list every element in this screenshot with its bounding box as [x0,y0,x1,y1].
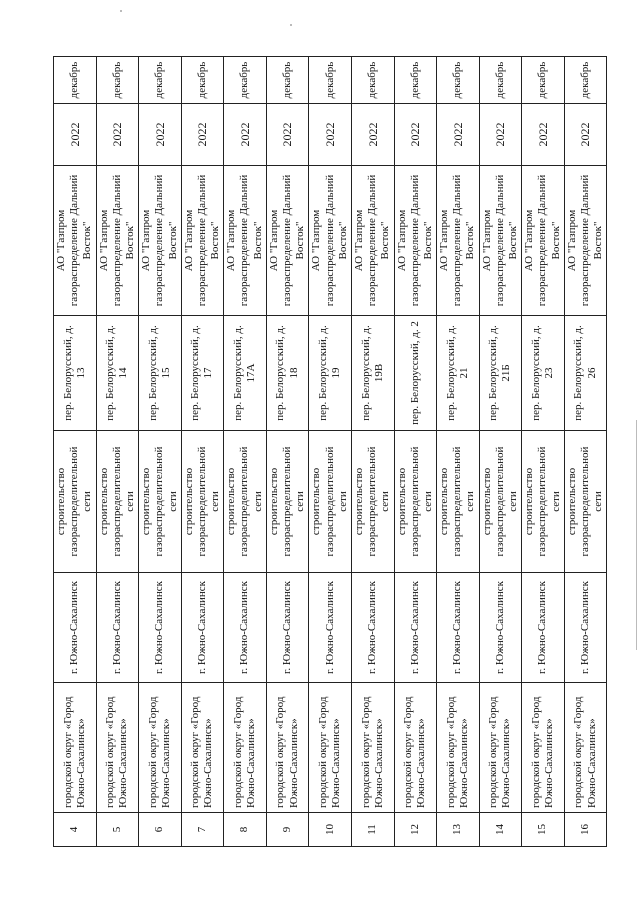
table-row [522,57,565,847]
month-cell: декабрь [564,57,607,104]
address-cell: пер. Белорусский, д. 15 [139,316,182,431]
row-number: 15 [522,813,565,847]
city-cell: г. Южно-Сахалинск [54,573,97,683]
table-row [266,57,309,847]
work-type-cell: строительство газораспределительной сети [224,431,267,573]
municipality-cell: городской округ «Город Южно-Сахалинск» [139,683,182,813]
row-number: 11 [351,813,394,847]
year-cell: 2022 [309,104,352,166]
city-cell: г. Южно-Сахалинск [139,573,182,683]
year-cell: 2022 [224,104,267,166]
city-cell: г. Южно-Сахалинск [309,573,352,683]
organization-cell: АО "Газпром газораспределение Дальний Восток" [564,166,607,316]
municipality-cell: городской округ «Город Южно-Сахалинск» [224,683,267,813]
month-cell: декабрь [479,57,522,104]
table-row [224,57,267,847]
organization-cell: АО "Газпром газораспределение Дальний Восток" [351,166,394,316]
address-cell: пер. Белорусский, д. 23 [522,316,565,431]
table-row [139,57,182,847]
year-cell: 2022 [266,104,309,166]
month-cell: декабрь [266,57,309,104]
row-number: 4 [54,813,97,847]
municipality-cell: городской округ «Город Южно-Сахалинск» [351,683,394,813]
work-type-cell: строительство газораспределительной сети [309,431,352,573]
table-row [309,57,352,847]
row-number: 7 [181,813,224,847]
year-cell: 2022 [54,104,97,166]
municipality-cell: городской округ «Город Южно-Сахалинск» [309,683,352,813]
work-type-cell: строительство газораспределительной сети [351,431,394,573]
work-type-cell: строительство газораспределительной сети [54,431,97,573]
address-cell: пер. Белорусский, д. 21Б [479,316,522,431]
organization-cell: АО "Газпром газораспределение Дальний Восток" [266,166,309,316]
table-body [54,57,607,847]
table-row [394,57,437,847]
organization-cell: АО "Газпром газораспределение Дальний Восток" [224,166,267,316]
row-number: 9 [266,813,309,847]
row-number: 8 [224,813,267,847]
municipality-cell: городской округ «Город Южно-Сахалинск» [181,683,224,813]
organization-cell: АО "Газпром газораспределение Дальний Восток" [54,166,97,316]
city-cell: г. Южно-Сахалинск [181,573,224,683]
address-cell: пер. Белорусский, д. 13 [54,316,97,431]
row-number: 6 [139,813,182,847]
month-cell: декабрь [96,57,139,104]
year-cell: 2022 [181,104,224,166]
month-cell: декабрь [522,57,565,104]
address-cell: пер. Белорусский, д. 26 [564,316,607,431]
address-cell: пер. Белорусский, д. 14 [96,316,139,431]
table-row [96,57,139,847]
rotated-page [53,57,605,847]
year-cell: 2022 [522,104,565,166]
address-cell: пер. Белорусский, д. 18 [266,316,309,431]
city-cell: г. Южно-Сахалинск [351,573,394,683]
municipality-cell: городской округ «Город Южно-Сахалинск» [564,683,607,813]
scan-line [636,420,637,650]
municipality-cell: городской округ «Город Южно-Сахалинск» [479,683,522,813]
table-row [437,57,480,847]
city-cell: г. Южно-Сахалинск [224,573,267,683]
organization-cell: АО "Газпром газораспределение Дальний Восток" [139,166,182,316]
municipality-cell: городской округ «Город Южно-Сахалинск» [522,683,565,813]
year-cell: 2022 [437,104,480,166]
year-cell: 2022 [394,104,437,166]
work-type-cell: строительство газораспределительной сети [96,431,139,573]
month-cell: декабрь [394,57,437,104]
address-cell: пер. Белорусский, д. 19 [309,316,352,431]
month-cell: декабрь [224,57,267,104]
address-cell: пер. Белорусский, д. 19В [351,316,394,431]
year-cell: 2022 [139,104,182,166]
municipality-cell: городской округ «Город Южно-Сахалинск» [54,683,97,813]
gas-network-schedule-table [53,56,607,847]
month-cell: декабрь [351,57,394,104]
city-cell: г. Южно-Сахалинск [479,573,522,683]
organization-cell: АО "Газпром газораспределение Дальний Восток" [479,166,522,316]
table-row [564,57,607,847]
municipality-cell: городской округ «Город Южно-Сахалинск» [394,683,437,813]
table-row [54,57,97,847]
address-cell: пер. Белорусский, д. 17 [181,316,224,431]
organization-cell: АО "Газпром газораспределение Дальний Восток" [309,166,352,316]
municipality-cell: городской округ «Город Южно-Сахалинск» [437,683,480,813]
year-cell: 2022 [96,104,139,166]
month-cell: декабрь [437,57,480,104]
row-number: 16 [564,813,607,847]
work-type-cell: строительство газораспределительной сети [437,431,480,573]
city-cell: г. Южно-Сахалинск [394,573,437,683]
address-cell: пер. Белорусский, д. 2 [394,316,437,431]
table-row [351,57,394,847]
municipality-cell: городской округ «Город Южно-Сахалинск» [266,683,309,813]
address-cell: пер. Белорусский, д. 17А [224,316,267,431]
work-type-cell: строительство газораспределительной сети [181,431,224,573]
address-cell: пер. Белорусский, д. 21 [437,316,480,431]
row-number: 14 [479,813,522,847]
month-cell: декабрь [139,57,182,104]
city-cell: г. Южно-Сахалинск [266,573,309,683]
month-cell: декабрь [309,57,352,104]
organization-cell: АО "Газпром газораспределение Дальний Восток" [181,166,224,316]
work-type-cell: строительство газораспределительной сети [266,431,309,573]
municipality-cell: городской округ «Город Южно-Сахалинск» [96,683,139,813]
row-number: 10 [309,813,352,847]
row-number: 5 [96,813,139,847]
row-number: 13 [437,813,480,847]
year-cell: 2022 [564,104,607,166]
month-cell: декабрь [181,57,224,104]
work-type-cell: строительство газораспределительной сети [522,431,565,573]
year-cell: 2022 [479,104,522,166]
month-cell: декабрь [54,57,97,104]
work-type-cell: строительство газораспределительной сети [139,431,182,573]
organization-cell: АО "Газпром газораспределение Дальний Восток" [394,166,437,316]
organization-cell: АО "Газпром газораспределение Дальний Восток" [522,166,565,316]
scan-dot [290,24,292,26]
work-type-cell: строительство газораспределительной сети [564,431,607,573]
scan-dot [120,10,122,12]
city-cell: г. Южно-Сахалинск [564,573,607,683]
row-number: 12 [394,813,437,847]
city-cell: г. Южно-Сахалинск [96,573,139,683]
city-cell: г. Южно-Сахалинск [437,573,480,683]
work-type-cell: строительство газораспределительной сети [479,431,522,573]
work-type-cell: строительство газораспределительной сети [394,431,437,573]
organization-cell: АО "Газпром газораспределение Дальний Восток" [96,166,139,316]
year-cell: 2022 [351,104,394,166]
city-cell: г. Южно-Сахалинск [522,573,565,683]
table-row [479,57,522,847]
table-row [181,57,224,847]
organization-cell: АО "Газпром газораспределение Дальний Восток" [437,166,480,316]
